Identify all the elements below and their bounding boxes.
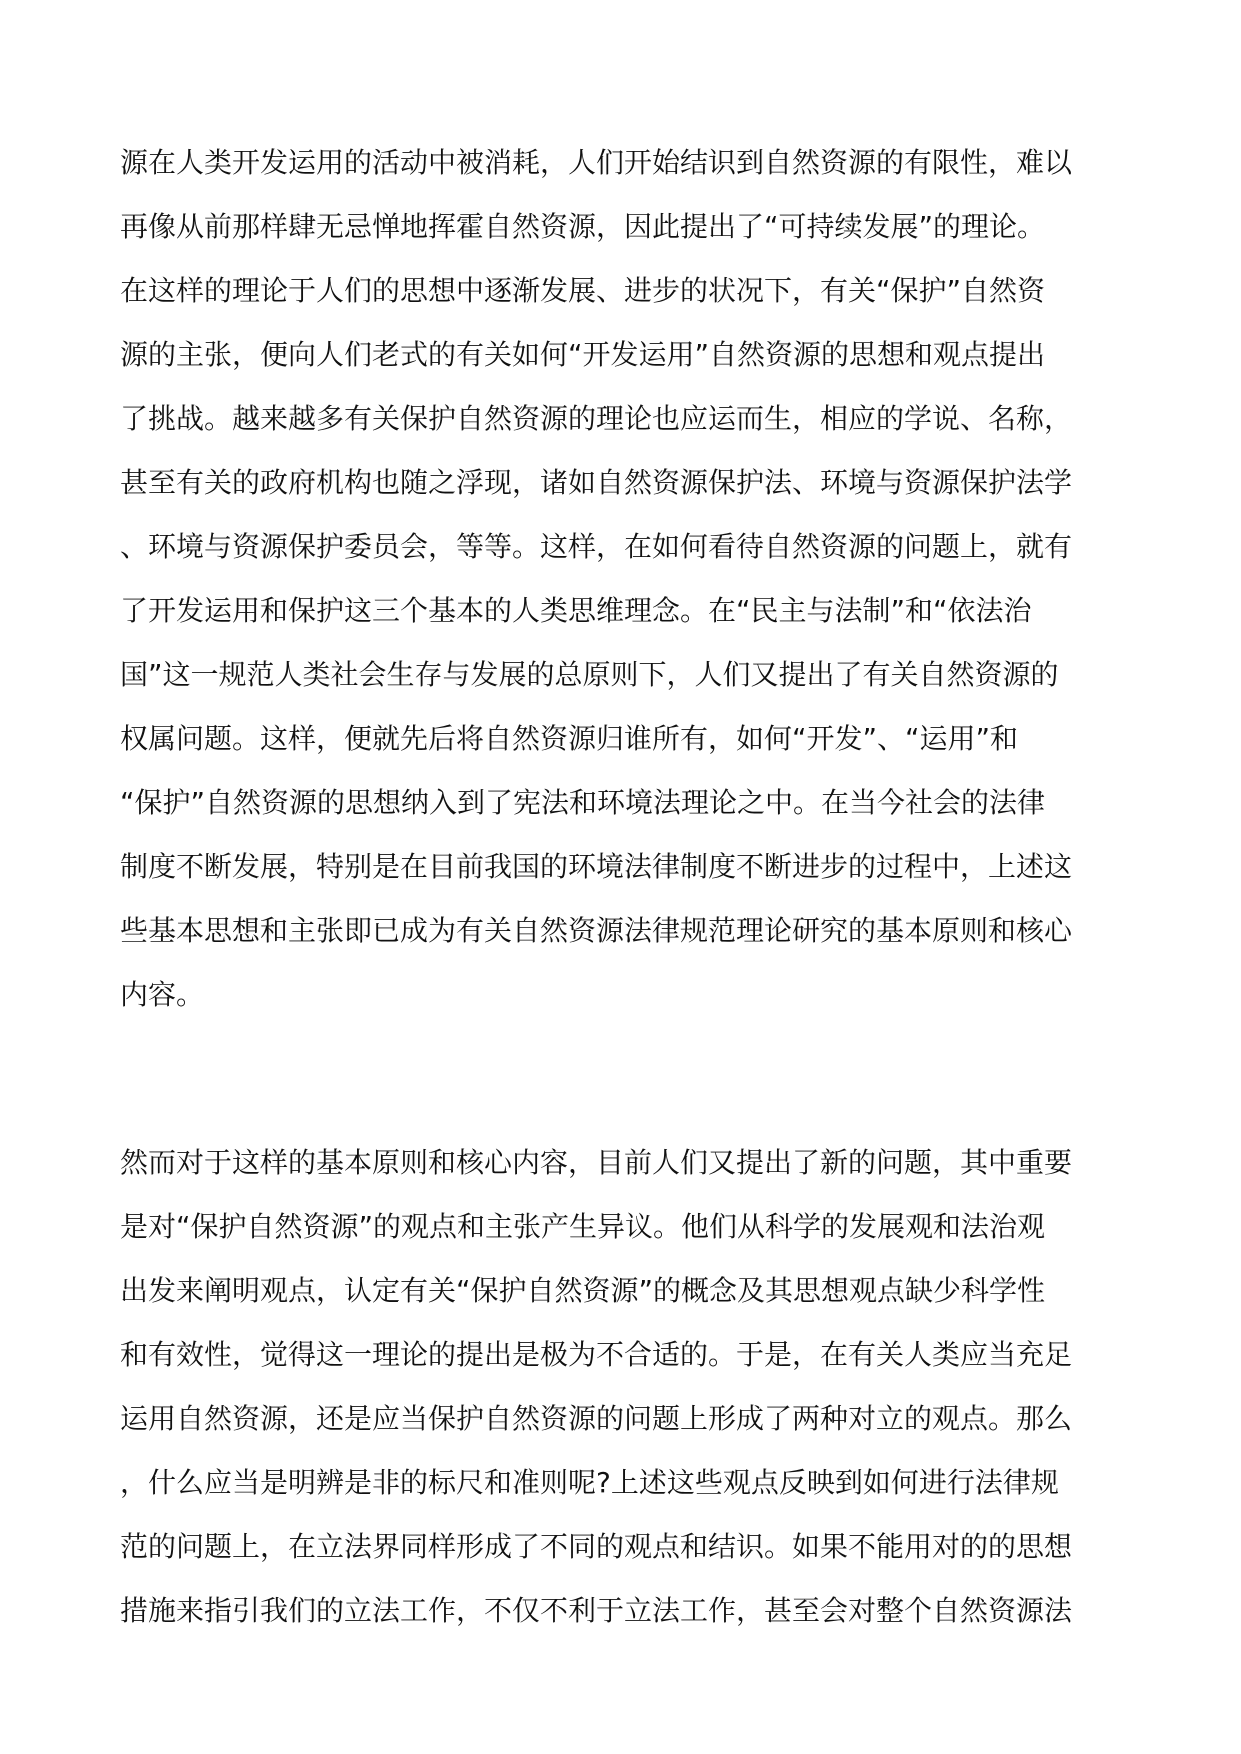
text-line: 源在人类开发运用的活动中被消耗，人们开始结识到自然资源的有限性，难以: [120, 146, 1073, 179]
paragraph-2: [120, 1131, 1120, 1643]
text-line: 源的主张，便向人们老式的有关如何“开发运用”自然资源的思想和观点提出: [120, 338, 1046, 371]
text-line: 内容。: [120, 978, 205, 1011]
text-line: 甚至有关的政府机构也随之浮现，诸如自然资源保护法、环境与资源保护法学: [120, 466, 1073, 499]
text-line: 是对“保护自然资源”的观点和主张产生异议。他们从科学的发展观和法治观: [120, 1210, 1046, 1243]
text-line: 然而对于这样的基本原则和核心内容，目前人们又提出了新的问题，其中重要: [120, 1146, 1073, 1179]
text-line: “保护”自然资源的思想纳入到了宪法和环境法理论之中。在当今社会的法律: [120, 786, 1046, 819]
text-line: 运用自然资源，还是应当保护自然资源的问题上形成了两种对立的观点。那么: [120, 1402, 1073, 1435]
text-line: 范的问题上，在立法界同样形成了不同的观点和结识。如果不能用对的的思想: [120, 1530, 1073, 1563]
text-line: 在这样的理论于人们的思想中逐渐发展、进步的状况下，有关“保护”自然资: [120, 274, 1046, 307]
text-line: 出发来阐明观点，认定有关“保护自然资源”的概念及其思想观点缺少科学性: [120, 1274, 1046, 1307]
paragraph-1: [120, 131, 1120, 1027]
text-line: 、环境与资源保护委员会，等等。这样，在如何看待自然资源的问题上，就有: [120, 530, 1073, 563]
text-line: 国”这一规范人类社会生存与发展的总原则下，人们又提出了有关自然资源的: [120, 658, 1059, 691]
text-line: 再像从前那样肆无忌惮地挥霍自然资源，因此提出了“可持续发展”的理论。: [120, 210, 1046, 243]
text-line: 些基本思想和主张即已成为有关自然资源法律规范理论研究的基本原则和核心: [120, 914, 1073, 947]
text-line: 和有效性，觉得这一理论的提出是极为不合适的。于是，在有关人类应当充足: [120, 1338, 1073, 1371]
text-line: 措施来指引我们的立法工作，不仅不利于立法工作，甚至会对整个自然资源法: [120, 1594, 1073, 1627]
text-line: 权属问题。这样，便就先后将自然资源归谁所有，如何“开发”、“运用”和: [120, 722, 1019, 755]
text-line: 了挑战。越来越多有关保护自然资源的理论也应运而生，相应的学说、名称，: [120, 402, 1073, 435]
text-line: 了开发运用和保护这三个基本的人类思维理念。在“民主与法制”和“依法治: [120, 594, 1032, 627]
text-line: 制度不断发展，特别是在目前我国的环境法律制度不断进步的过程中，上述这: [120, 850, 1073, 883]
text-line: ，什么应当是明辨是非的标尺和准则呢?上述这些观点反映到如何进行法律规: [120, 1466, 1059, 1499]
